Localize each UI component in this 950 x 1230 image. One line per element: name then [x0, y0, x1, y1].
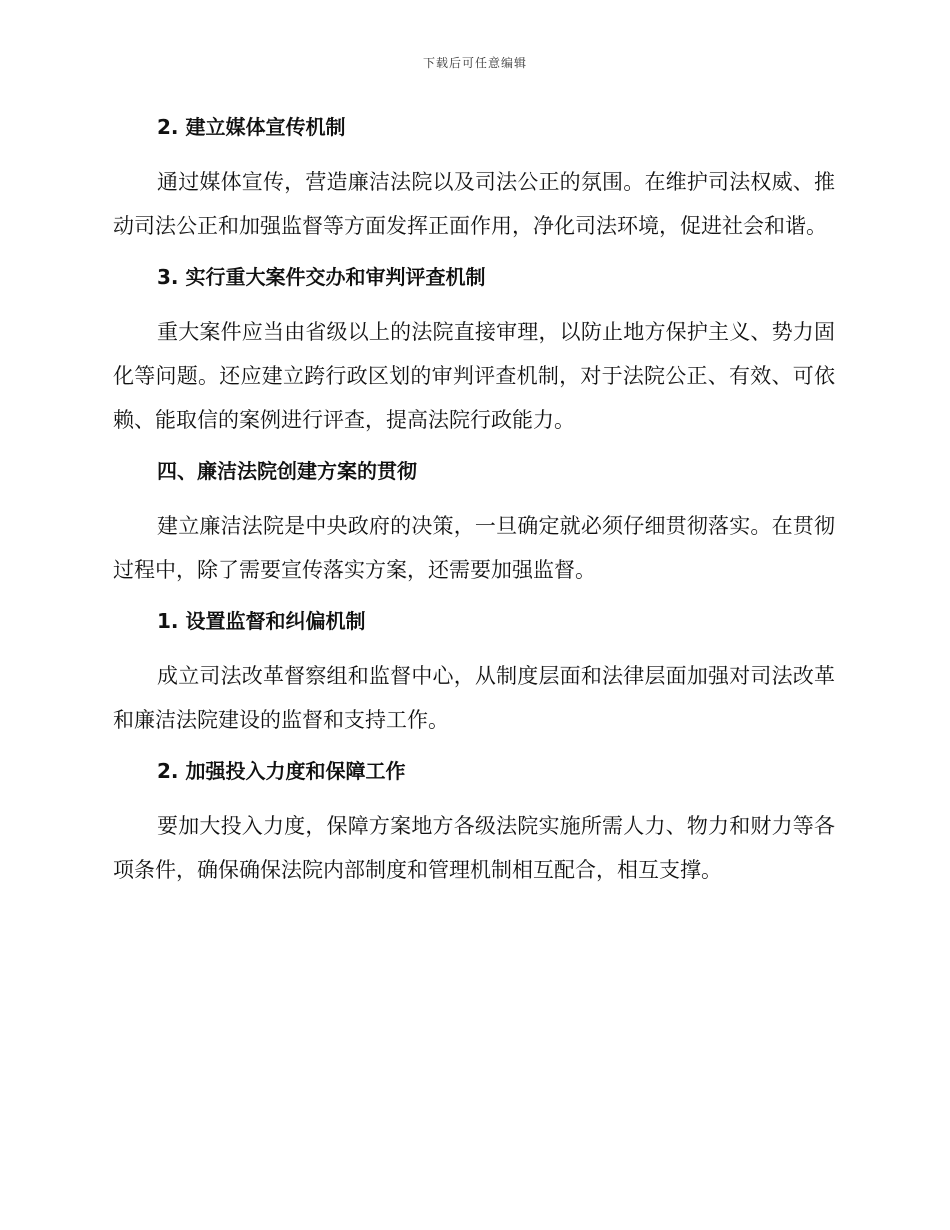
section-heading-supervision: 1. 设置监督和纠偏机制: [157, 609, 366, 633]
section-heading-major-cases: 3. 实行重大案件交办和审判评查机制: [157, 265, 486, 289]
section-paragraph-investment: 要加大投入力度，保障方案地方各级法院实施所需人力、物力和财力等各项条件，确保确保法院内部制度和管理机制相互配合，相互支撑。: [113, 814, 835, 882]
section-paragraph-media-publicity: 通过媒体宣传，营造廉洁法院以及司法公正的氛围。在维护司法权威、推动司法公正和加强监督等方面发挥正面作用，净化司法环境，促进社会和谐。: [113, 170, 835, 238]
section-paragraph-implementation: 建立廉洁法院是中央政府的决策，一旦确定就必须仔细贯彻落实。在贯彻过程中，除了需要宣传落实方案，还需要加强监督。: [113, 514, 835, 582]
section-heading-implementation: 四、廉洁法院创建方案的贯彻: [157, 459, 417, 483]
page-header-note: 下载后可任意编辑: [422, 56, 527, 70]
section-paragraph-supervision: 成立司法改革督察组和监督中心，从制度层面和法律层面加强对司法改革和廉洁法院建设的监督和支持工作。: [113, 664, 835, 732]
section-heading-investment: 2. 加强投入力度和保障工作: [157, 759, 406, 783]
document-body: [113, 112, 835, 906]
section-heading-media-publicity: 2. 建立媒体宣传机制: [157, 115, 346, 139]
section-paragraph-major-cases: 重大案件应当由省级以上的法院直接审理，以防止地方保护主义、势力固化等问题。还应建立跨行政区划的审判评查机制，对于法院公正、有效、可依赖、能取信的案例进行评查，提高法院行政能力。: [113, 320, 835, 432]
